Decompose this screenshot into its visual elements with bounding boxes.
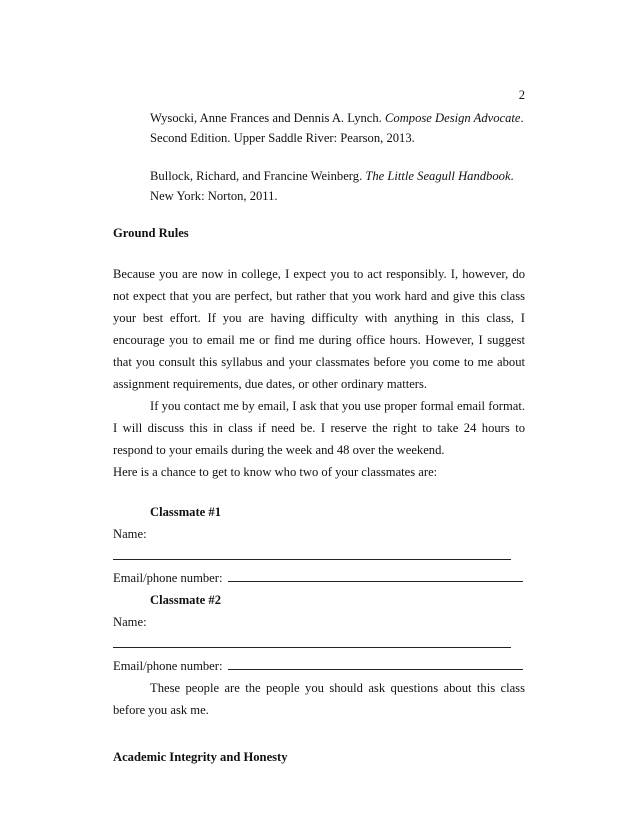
classmate-1-heading: Classmate #1 — [150, 505, 222, 519]
classmate-1-name-line — [113, 545, 525, 567]
ground-rules-paragraph: Because you are now in college, I expect you to act responsibly. I, however, do not expect that you are perfect, but rather that you work hard and give this class your best effort. If you are having difficulty with anything in this class, I encourage you to email me or find me during office hours. However, I suggest that you consult this syllabus and your classmates before you come to me about assignment requirements, due dates, or other ordinary matters. — [113, 267, 525, 391]
reference-entry — [150, 166, 525, 206]
ground-rules-heading: Ground Rules — [113, 226, 189, 240]
page-number: 2 — [518, 88, 525, 102]
classmate-2-email-label: Email/phone number: — [113, 659, 223, 673]
reference-details: Second Edition. Upper Saddle River: Pearson, 2013. — [150, 131, 415, 145]
classmate-1-email-row — [113, 567, 525, 589]
classmate-2-name-label: Name: — [113, 615, 147, 629]
reference-title-punctuation: . — [510, 169, 514, 183]
reference-authors: Bullock, Richard, and Francine Weinberg. — [150, 169, 363, 183]
reference-title: Compose Design Advocate — [385, 111, 521, 125]
closing-paragraph: These people are the people you should ask questions about this class before you ask me. — [113, 681, 525, 717]
reference-details: New York: Norton, 2011. — [150, 189, 278, 203]
academic-integrity-heading: Academic Integrity and Honesty — [113, 750, 288, 764]
classmate-2-name-line — [113, 633, 525, 655]
classmate-1-email-label: Email/phone number: — [113, 571, 223, 585]
reference-title-punctuation: . — [520, 111, 524, 125]
classmate-2-email-row — [113, 655, 525, 677]
classmate-1-name-label: Name: — [113, 527, 147, 541]
classmate-2-heading: Classmate #2 — [150, 593, 222, 607]
reference-entry — [150, 108, 525, 148]
classmate-1-name-blank[interactable] — [113, 547, 511, 560]
reference-title: The Little Seagull Handbook — [365, 169, 511, 183]
classmate-2-name-blank[interactable] — [113, 635, 511, 648]
classmate-1-email-blank[interactable] — [228, 569, 523, 582]
classmate-2-email-blank[interactable] — [228, 657, 523, 670]
email-policy-paragraph: If you contact me by email, I ask that you use proper formal email format. I will discuss this in class if need be. I reserve the right to take 24 hours to respond to your emails during the week and 48 over the weekend. — [113, 399, 525, 457]
classmates-intro: Here is a chance to get to know who two of your classmates are: — [113, 465, 438, 479]
reference-authors: Wysocki, Anne Frances and Dennis A. Lynch. — [150, 111, 382, 125]
page-content — [113, 108, 525, 767]
